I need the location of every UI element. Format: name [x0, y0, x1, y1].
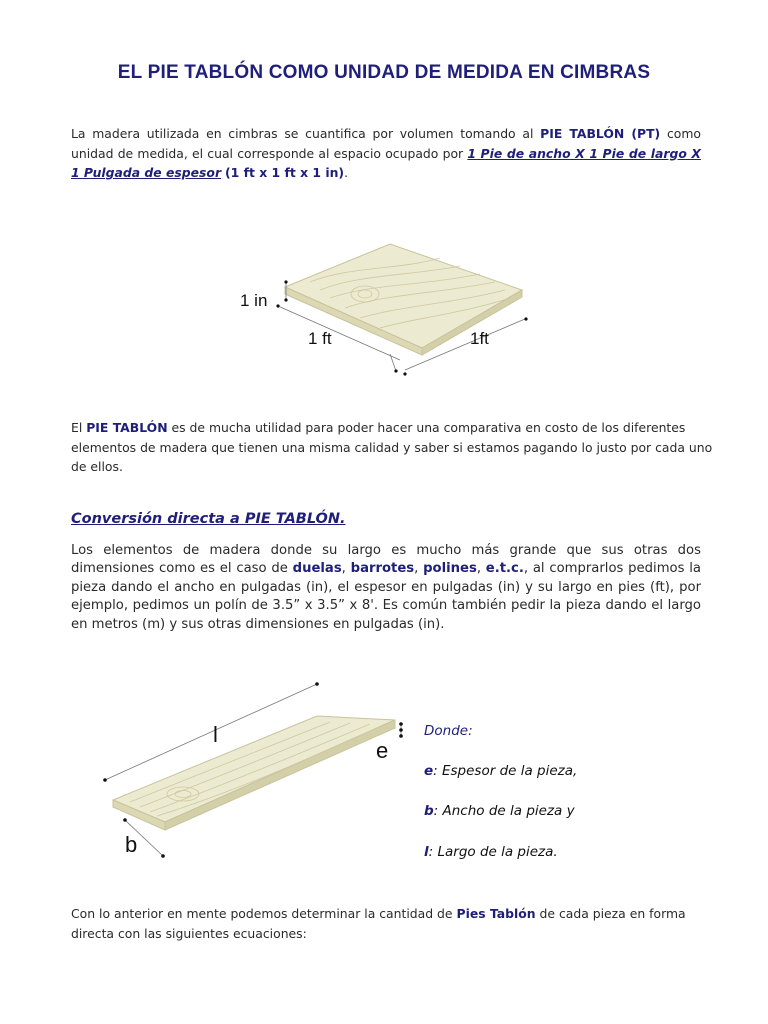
intro-text-2: como unidad de medida, el cual corresponde al espacio ocupado por — [71, 126, 701, 161]
var-l: l — [424, 844, 429, 860]
term-barrotes: barrotes — [350, 561, 415, 577]
term-duelas: duelas — [292, 561, 342, 577]
legend-b — [424, 803, 575, 819]
long-board-shape — [113, 716, 395, 830]
long-board-diagram — [95, 676, 415, 866]
intro-paragraph — [71, 124, 701, 183]
desc-b: : Ancho de la pieza y — [433, 803, 575, 819]
para3-text-2: , al comprarlos pedimos la pieza dando el ancho en pulgadas (in), el espesor en pulgadas (in) y su largo en pies (ft), por ejemplo, pedimos un polín de 3.5” x 3.5” x 8'. Es común también pedir la pieza dando el largo en metros (m) y sus otras dimensiones en pulgadas (in). — [71, 561, 701, 632]
desc-l: : Largo de la pieza. — [428, 844, 558, 860]
page-title: EL PIE TABLÓN COMO UNIDAD DE MEDIDA EN CIMBRAS — [117, 62, 651, 83]
pies-tablon-term: Pies Tablón — [456, 906, 536, 921]
para3-text-1: Los elementos de madera donde su largo es mucho más grande que sus otras dos dimensiones como es el caso de — [71, 543, 701, 577]
para2-text-1: El — [71, 420, 87, 435]
sep-2: , — [414, 561, 424, 577]
desc-e: : Espesor de la pieza, — [433, 763, 578, 779]
paragraph-3 — [71, 542, 701, 634]
para2-text-2: es de mucha utilidad para poder hacer una comparativa en costo de los diferentes elementos de madera que tienen una misma calidad y saber si estamos pagando lo justo por cada uno de ellos. — [71, 420, 713, 474]
pie-tablon-term: PIE TABLÓN (PT) — [540, 126, 661, 141]
sep-1: , — [341, 561, 351, 577]
label-e: e — [376, 738, 389, 763]
label-1-ft-right: 1ft — [470, 329, 489, 348]
donde-label: Donde: — [424, 723, 473, 739]
sep-3: , — [476, 561, 486, 577]
definition-link[interactable]: 1 Pie de ancho X 1 Pie de largo X 1 Pulgada de espesor — [71, 145, 701, 180]
label-l: l — [213, 722, 218, 747]
var-e: e — [424, 763, 434, 779]
paragraph-4 — [71, 904, 721, 943]
intro-text-4: . — [344, 165, 349, 180]
section-heading: Conversión directa a PIE TABLÓN. — [71, 511, 346, 527]
legend-l — [424, 844, 558, 860]
dimension-term: (1 ft x 1 ft x 1 in) — [225, 165, 345, 180]
pie-tablon-term-2: PIE TABLÓN — [86, 420, 168, 435]
para4-text-1: Con lo anterior en mente podemos determinar la cantidad de — [71, 906, 457, 921]
label-1-ft-left: 1 ft — [308, 329, 332, 348]
board-diagram — [230, 236, 550, 386]
term-polines: polines — [423, 561, 477, 577]
intro-text-1: La madera utilizada en cimbras se cuantifica por volumen tomando al — [71, 126, 541, 141]
para4-text-2: de cada pieza en forma directa con las siguientes ecuaciones: — [71, 906, 686, 941]
label-b: b — [125, 832, 138, 857]
paragraph-2 — [71, 418, 721, 477]
var-b: b — [424, 803, 434, 819]
label-1-in: 1 in — [240, 291, 268, 310]
legend-e — [424, 763, 577, 779]
term-etc: e.t.c. — [485, 561, 524, 577]
